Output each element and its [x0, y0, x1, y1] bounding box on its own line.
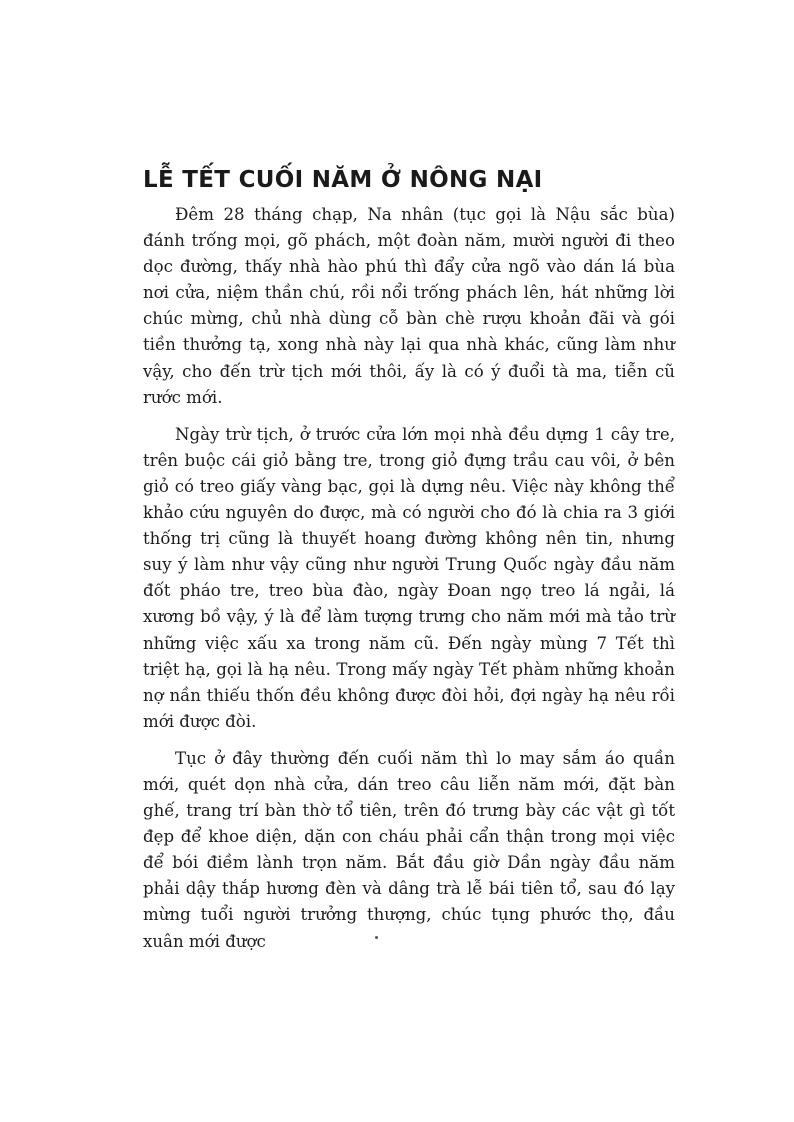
section-title: LỄ TẾT CUỐI NĂM Ở NÔNG NẠI: [143, 167, 543, 193]
paragraph-3: Tục ở đây thường đến cuối năm thì lo may sắm áo quần mới, quét dọn nhà cửa, dán treo câu liễn năm mới, đặt bàn ghế, trang trí bàn thờ tổ tiên, trên đó trưng bày các vật gì tốt đẹp để khoe diện, dặn con cháu phải cẩn thận trong mọi việc để bói điềm lành trọn năm. Bắt đầu giờ Dần ngày đầu năm phải dậy thắp hương đèn và dâng trà lễ bái tiên tổ, sau đó lạy mừng tuổi người trưởng thượng, chúc tụng phước thọ, đầu xuân mới được: [143, 748, 675, 951]
paragraph-2: Ngày trừ tịch, ở trước cửa lớn mọi nhà đều dựng 1 cây tre, trên buộc cái giỏ bằng tre, trong giỏ đựng trầu cau vôi, ở bên giỏ có treo giấy vàng bạc, gọi là dựng nêu. Việc này không thể khảo cứu nguyên do được, mà có người cho đó là chia ra 3 giới thống trị cũng là thuyết hoang đường không nên tin, nhưng suy ý làm như vậy cũng như người Trung Quốc ngày đầu năm đốt pháo tre, treo bùa đào, ngày Đoan ngọ treo lá ngải, lá xương bồ vậy, ý là để làm tượng trưng cho năm mới mà tảo trừ những việc xấu xa trong năm cũ. Đến ngày mùng 7 Tết thì triệt hạ, gọi là hạ nêu. Trong mấy ngày Tết phàm những khoản nợ nần thiếu thốn đều không được đòi hỏi, đợi ngày hạ nêu rồi mới được đòi.: [143, 424, 675, 731]
paragraph-1: Đêm 28 tháng chạp, Na nhân (tục gọi là Nậu sắc bùa) đánh trống mọi, gõ phách, một đoàn năm, mười người đi theo dọc đường, thấy nhà hào phú thì đẩy cửa ngõ vào dán lá bùa nơi cửa, niệm thần chú, rồi nổi trống phách lên, hát những lời chúc mừng, chủ nhà dùng cỗ bàn chè rượu khoản đãi và gói tiền thưởng tạ, xong nhà này lại qua nhà khác, cũng làm như vậy, cho đến trừ tịch mới thôi, ấy là có ý đuổi tà ma, tiễn cũ rước mới.: [143, 205, 675, 407]
document-body: [143, 162, 675, 966]
print-speck: [375, 936, 378, 939]
